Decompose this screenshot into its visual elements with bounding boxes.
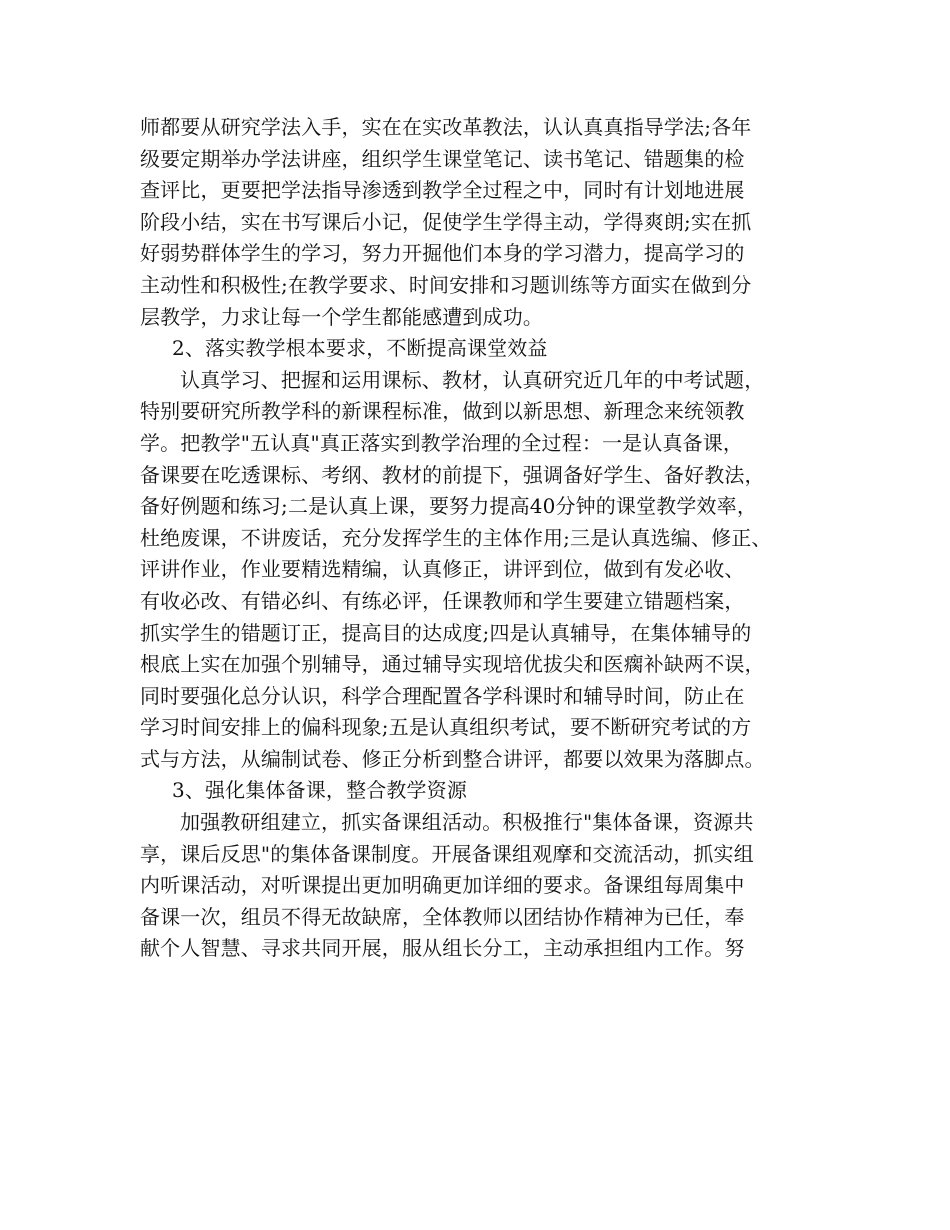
text-line: 同时要强化总分认识，科学合理配置各学科课时和辅导时间，防止在 xyxy=(140,683,745,708)
text-line: 认真学习、把握和运用课标、教材，认真研究近几年的中考试题， xyxy=(180,367,765,392)
text-line: 有收必改、有错必纠、有练必评，任课教师和学生要建立错题档案， xyxy=(140,588,745,613)
text-line: 层教学，力求让每一个学生都能感遭到成功。 xyxy=(140,304,543,329)
text-line: 根底上实在加强个别辅导，通过辅导实现培优拔尖和医瘸补缺两不误， xyxy=(140,652,765,677)
text-line: 阶段小结，实在书写课后小记，促使学生学得主动，学得爽朗;实在抓 xyxy=(140,209,752,234)
text-line: 抓实学生的错题订正，提高目的达成度;四是认真辅导，在集体辅导的 xyxy=(140,620,752,645)
text-line: 内听课活动，对听课提出更加明确更加详细的要求。备课组每周集中 xyxy=(140,873,745,898)
text-line: 备好例题和练习;二是认真上课，要努力提高40分钟的课堂教学效率， xyxy=(140,494,757,519)
text-line: 评讲作业，作业要精选精编，认真修正，讲评到位，做到有发必收、 xyxy=(140,557,745,582)
text-line: 加强教研组建立，抓实备课组活动。积极推行"集体备课，资源共 xyxy=(180,810,754,835)
text-line: 杜绝废课，不讲废话，充分发挥学生的主体作用;三是认真选编、修正、 xyxy=(140,525,772,550)
text-line: 特别要研究所教学科的新课程标准，做到以新思想、新理念来统领教 xyxy=(140,399,745,424)
text-line: 献个人智慧、寻求共同开展，服从组长分工，主动承担组内工作。努 xyxy=(140,936,745,961)
text-line: 主动性和积极性;在教学要求、时间安排和习题训练等方面实在做到分 xyxy=(140,272,752,297)
section-heading: 3、强化集体备课，整合教学资源 xyxy=(172,778,467,803)
text-line: 备课要在吃透课标、考纲、教材的前提下，强调备好学生、备好教法， xyxy=(140,462,765,487)
text-line: 级要定期举办学法讲座，组织学生课堂笔记、读书笔记、错题集的检 xyxy=(140,146,745,171)
text-line: 师都要从研究学法入手，实在在实改革教法，认认真真指导学法;各年 xyxy=(140,115,752,139)
text-line: 学。把教学"五认真"真正落实到教学治理的全过程：一是认真备课， xyxy=(140,430,744,455)
text-line: 查评比，更要把学法指导渗透到教学全过程之中，同时有计划地进展 xyxy=(140,178,745,203)
text-line: 好弱势群体学生的学习，努力开掘他们本身的学习潜力，提高学习的 xyxy=(140,241,745,266)
body-text xyxy=(140,112,820,965)
text-line: 备课一次，组员不得无故缺席，全体教师以团结协作精神为已任，奉 xyxy=(140,904,745,929)
section-heading: 2、落实教学根本要求，不断提高课堂效益 xyxy=(172,336,548,361)
text-line: 享，课后反思"的集体备课制度。开展备课组观摩和交流活动，抓实组 xyxy=(140,841,754,866)
text-line: 式与方法，从编制试卷、修正分析到整合讲评，都要以效果为落脚点。 xyxy=(140,746,765,771)
text-line: 学习时间安排上的偏科现象;五是认真组织考试，要不断研究考试的方 xyxy=(140,715,752,740)
